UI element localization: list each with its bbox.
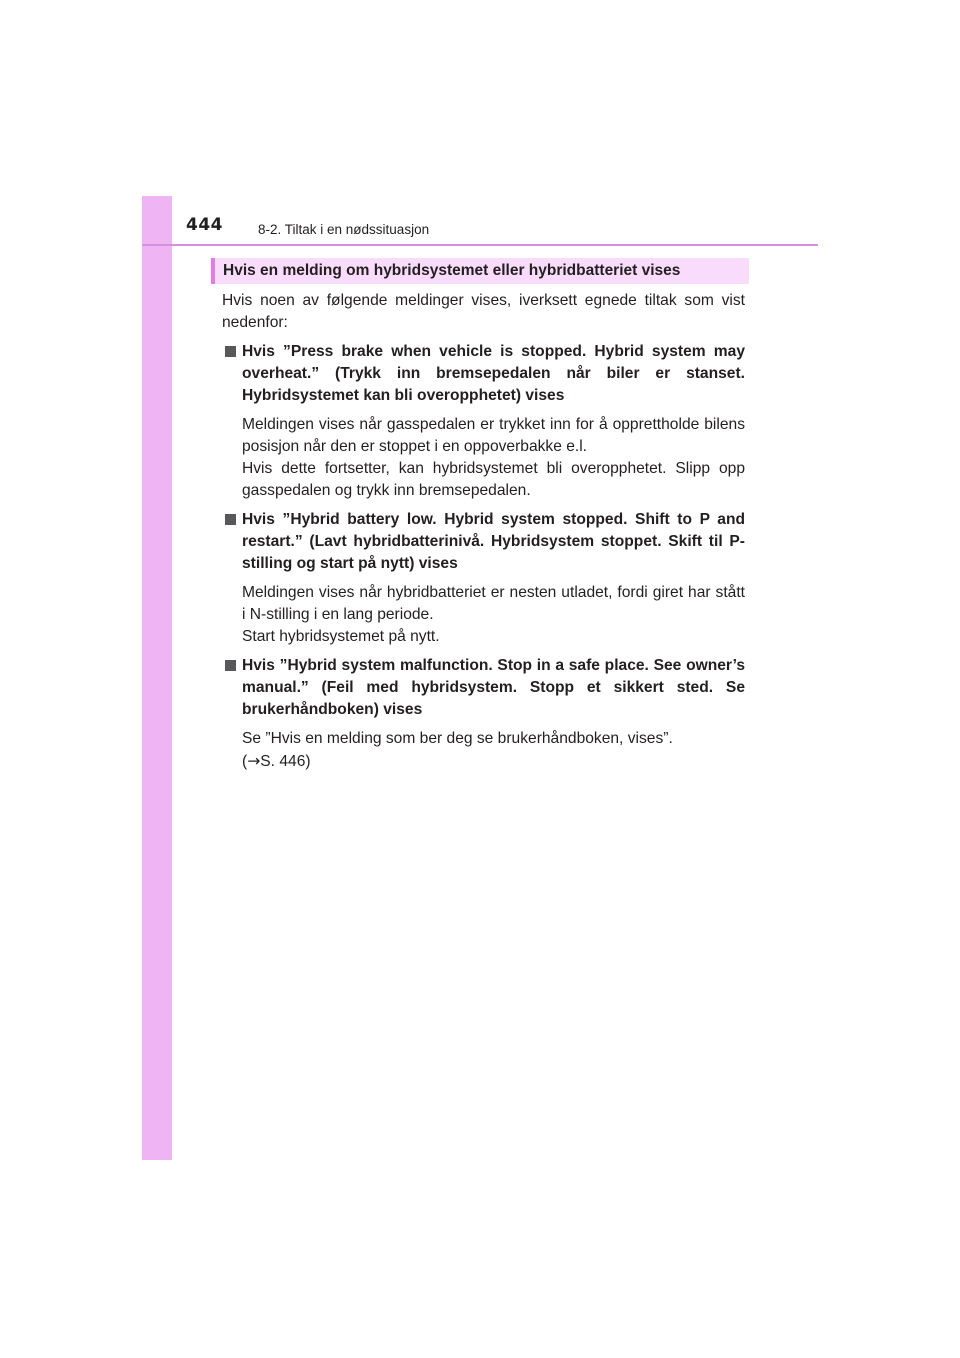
message-item: [222, 655, 745, 773]
section-heading-accent: [211, 258, 215, 284]
intro-paragraph: Hvis noen av følgende meldinger vises, iverksett egnede tiltak som vist nedenfor:: [222, 292, 745, 331]
message-item: [222, 509, 745, 648]
message-item-paragraph: Meldingen vises når gasspedalen er trykket inn for å opprettholde bilens posisjon når den er stoppet i en oppoverbakke e.l.: [242, 416, 745, 455]
message-item-body: [242, 728, 745, 773]
chapter-title: 8-2. Tiltak i en nødssituasjon: [258, 222, 430, 237]
header-tab-cap: [142, 196, 172, 244]
header-band: [142, 196, 818, 244]
message-item: [222, 341, 745, 502]
message-item-body: [242, 414, 745, 502]
message-item-title: Hvis ”Hybrid battery low. Hybrid system stopped. Shift to P and restart.” (Lavt hybridbatterinivå. Hybridsystem stoppet. Skift til P-stilling og start på nytt) vises: [242, 511, 745, 572]
message-item-paragraph: Start hybridsystemet på nytt.: [242, 628, 440, 645]
arrow-right-icon: →: [247, 752, 261, 770]
page-reference-open: (: [242, 753, 248, 770]
body-content: [222, 290, 745, 780]
square-bullet-icon: [225, 346, 236, 357]
page-reference-text: S. 446): [260, 753, 311, 770]
page-reference[interactable]: [242, 750, 745, 773]
message-item-title: Hvis ”Hybrid system malfunction. Stop in a safe place. See owner’s manual.” (Feil med hybridsystem. Stopp et sikkert sted. Se brukerhåndboken) vises: [242, 657, 745, 718]
message-item-paragraph: Se ”Hvis en melding som ber deg se brukerhåndboken, vises”.: [242, 730, 673, 747]
message-item-paragraph: Hvis dette fortsetter, kan hybridsystemet bli overopphetet. Slipp opp gasspedalen og trykk inn bremsepedalen.: [242, 460, 745, 499]
page-number: 444: [186, 215, 223, 235]
header-rule: [142, 244, 818, 246]
message-item-body: [242, 582, 745, 648]
section-heading-box: [211, 258, 749, 284]
side-tab-strip: [142, 196, 172, 1160]
message-item-title: Hvis ”Press brake when vehicle is stopped. Hybrid system may overheat.” (Trykk inn bremsepedalen når biler er stanset. Hybridsystemet kan bli overopphetet) vises: [242, 343, 745, 404]
section-title: Hvis en melding om hybridsystemet eller hybridbatteriet vises: [223, 262, 681, 279]
message-item-paragraph: Meldingen vises når hybridbatteriet er nesten utladet, fordi giret har stått i N-stilling i en lang periode.: [242, 584, 745, 623]
square-bullet-icon: [225, 660, 236, 671]
square-bullet-icon: [225, 514, 236, 525]
